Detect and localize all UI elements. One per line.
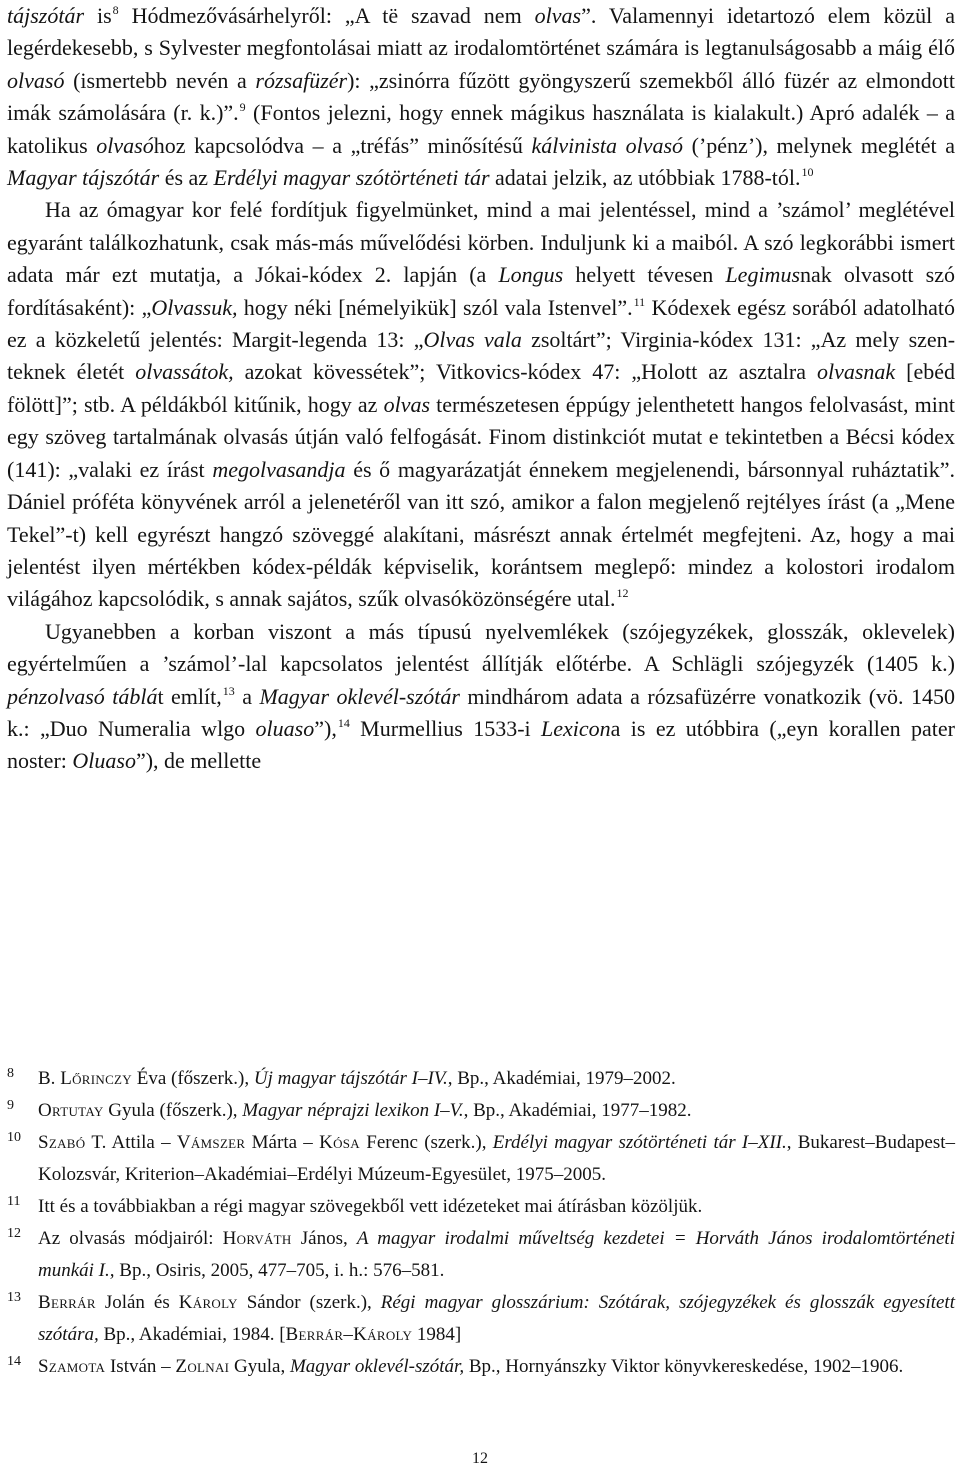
italic-term: pénzolvasó táblá: [7, 683, 158, 709]
author-name: Ortutay: [38, 1100, 104, 1121]
footnote-number: 8: [7, 1066, 14, 1081]
footnote-number: 13: [7, 1290, 21, 1305]
text-run: a: [234, 683, 260, 709]
footnote-number: 14: [7, 1354, 21, 1369]
text-run: Murmellius 1533-i: [349, 715, 542, 741]
footnote-11: [7, 1191, 955, 1223]
text-run: is: [84, 3, 112, 28]
text-run: , Bukarest–Budapest–Kolozsvár, Kriterion–Akadémiai–Erdélyi Múzeum-Egyesület, 1975–2005.: [38, 1132, 955, 1185]
text-run: zsoltárt”; Virginia-kódex 131: „Az mely szenteknek életét: [7, 327, 956, 385]
italic-term: Olvas vala: [423, 327, 522, 353]
italic-title: Magyar oklevél-szótár,: [289, 1356, 465, 1377]
text-run: ”. Valamennyi idetartozó elem közül a legérdekesebb, s Sylvester megfontolásai miatt az irodalomtörténet számára is legtanulságosabb a máig élő: [7, 3, 955, 61]
text-run: Kódexek egész sorából adatolható ez a közkeletű jelentés: Margit-legenda 13: „: [7, 294, 955, 353]
text-run: Gyula,: [229, 1356, 290, 1377]
italic-title: Régi magyar glosszárium: Szótárak, szójegyzékek és glosszák egyesített szótára,: [38, 1292, 955, 1345]
text-run: (’pénz’), melynek meglétét a: [683, 132, 955, 158]
text-run: B.: [38, 1068, 61, 1089]
paragraph-3: [7, 616, 955, 778]
text-run: Jolán és: [95, 1292, 179, 1313]
italic-title: Magyar oklevél-szótár: [259, 683, 460, 709]
text-run: Gyula (főszerk.),: [103, 1100, 243, 1121]
italic-title: Erdélyi magyar szótörténeti tár I–XII.: [492, 1132, 787, 1153]
footnote-ref-8[interactable]: 8: [112, 3, 119, 17]
text-run: t említ,: [157, 683, 222, 709]
footnote-ref-11[interactable]: 11: [633, 294, 646, 309]
text-run: a is ez utóbbira („eyn korallen pater noster:: [7, 715, 956, 774]
author-name: Zolnai: [175, 1356, 230, 1377]
author-name: Kósa: [319, 1132, 360, 1153]
text-run: 1984]: [412, 1324, 462, 1345]
italic-term: olvasnak: [816, 359, 896, 385]
text-run: ”),: [314, 715, 337, 741]
paragraph-2: [7, 194, 955, 615]
author-name: Károly: [178, 1292, 238, 1313]
text-run: helyett tévesen: [563, 262, 726, 288]
text-run: Márta –: [245, 1132, 320, 1153]
footnote-8: [7, 1063, 955, 1095]
text-run: és ő magyarázatját énnekem megjelenendi, bársonnyal ruháztatik”. Dániel próféta könyvének arról a jelenetéről van itt szó, amikor a falon megjelenő rejtélyes írást (a „Mene Tekel”-t) kell egyrészt hangzó szöveggé alakítani, másrészt annak értelmét megfejteni. Az, hogy a mai jelentést ilyen mértékben kódex-példák képviselik, korántsem meglepő: mindez a kolostori irodalom világához kapcsolódik, s annak sajátos, szűk olvasóközönségére utal.: [7, 456, 955, 612]
footnote-12: [7, 1223, 955, 1287]
italic-term: olvas: [534, 3, 582, 28]
footnote-10: [7, 1127, 955, 1191]
italic-term: Oluaso: [72, 748, 136, 774]
page-number: 12: [472, 1450, 488, 1467]
text-run: Az olvasás módjairól:: [38, 1228, 223, 1249]
main-text: [7, 0, 955, 778]
text-run: Hódmezővásárhelyről: „A të szavad nem: [118, 3, 535, 28]
text-run: és az: [159, 165, 214, 191]
text-run: hogy néki [némelyikük] szól vala Istenvel”.: [237, 294, 633, 320]
text-run: nak olvasott szó fordításaként): „: [7, 262, 955, 320]
italic-term: Lexicon: [541, 715, 611, 741]
footnote-number: 9: [7, 1098, 14, 1113]
footnote-ref-14[interactable]: 14: [337, 715, 350, 730]
text-run: azokat kövessétek”; Vitkovics-kódex 47: „Holott az asztalra: [233, 359, 817, 385]
footnote-number: 11: [7, 1194, 21, 1209]
italic-term: olvas: [383, 391, 431, 417]
text-run: Bp., Akadémiai, 1984. [: [98, 1324, 286, 1345]
text-run: Bp., Osiris, 2005, 477–705, i. h.: 576–581.: [114, 1260, 445, 1281]
footnotes: [7, 1063, 955, 1383]
italic-title: Új magyar tájszótár I–IV.: [253, 1068, 448, 1089]
text-run: János,: [291, 1228, 357, 1249]
italic-title: Magyar tájszótár: [7, 165, 160, 191]
footnote-13: [7, 1287, 955, 1351]
footnote-ref-9[interactable]: 9: [239, 100, 246, 115]
text-run: Éva (főszerk.),: [131, 1068, 254, 1089]
author-name: Vámszer: [176, 1132, 246, 1153]
text-run: [ebéd fölött]”; stb. A példákból kitűnik, hogy az: [7, 359, 956, 417]
italic-term: Olvassuk,: [151, 294, 238, 320]
italic-term: megolvasandja: [212, 456, 346, 482]
footnote-number: 10: [7, 1130, 21, 1145]
text-run: természetesen éppúgy jelenthetett hangos felolvasást, mint egy szöveg tartalmának olvasás útján való felfogását. Finom distinkciót mutat e tekintetben a Bécsi kódex (141): „valaki ez írást: [7, 391, 955, 482]
text-run: Ha az ómagyar kor felé fordítjuk figyelmünket, mind a mai jelentéssel, mind a ’számol’ meglétével egyaránt találkozhatunk, csak más-más művelődési körben. Induljunk ki a maiból. A szó legkorábbi ismert adata már ezt mutatja, a Jókai-kódex 2. lapján (a: [7, 197, 955, 288]
text-run: Ugyanebben a korban viszont a más típusú nyelvemlékek (szójegyzékek, glosszák, oklevelek) egyértelműen a ’számol’-lal kapcsolatos jelentést állítják előtérbe. A Schlägli szójegyzék (1405 k.): [7, 618, 955, 677]
text-run: (Fontos jelezni, hogy ennek mágikus használata is kialakult.) Apró adalék – a katolikus: [7, 100, 955, 158]
text-run: , Bp., Akadémiai, 1979–2002.: [447, 1068, 676, 1089]
author-name: Szabó: [38, 1132, 86, 1153]
text-run: hoz kapcsolódva – a „tréfás” minősítésű: [153, 132, 532, 158]
italic-title: Erdélyi magyar szótörténeti tár: [213, 165, 490, 191]
footnote-ref-13[interactable]: 13: [222, 683, 235, 698]
italic-title: A magyar irodalmi műveltség kezdetei = Horváth János irodalomtörténeti munkái I.,: [38, 1228, 955, 1281]
italic-term: olvassátok,: [135, 359, 234, 385]
author-name: Horváth: [222, 1228, 292, 1249]
text-run: István –: [105, 1356, 176, 1377]
text-run: Ferenc (szerk.),: [360, 1132, 493, 1153]
italic-term: tájszótár: [7, 3, 85, 28]
author-name: Lőrinczy: [60, 1068, 132, 1089]
italic-term: Longus: [498, 262, 564, 288]
text-run: Itt és a továbbiakban a régi magyar szövegekből vett idézeteket mai átírásban közöljük.: [38, 1196, 703, 1217]
footnote-ref-12[interactable]: 12: [616, 586, 629, 601]
italic-title: Magyar néprajzi lexikon I–V.: [242, 1100, 464, 1121]
text-run: T. Attila –: [85, 1132, 177, 1153]
paragraph-1: [7, 0, 955, 194]
italic-term: olvasó: [7, 67, 65, 93]
author-name: Berrár–Károly: [285, 1324, 413, 1345]
text-run: Sándor (szerk.),: [237, 1292, 381, 1313]
text-run: ): „zsinórra fűzött gyöngyszerű szemekből álló füzér az elmondott imák számolására (r. k.)”.: [7, 67, 955, 126]
text-run: Bp., Hornyánszky Viktor könyvkereskedése, 1902–1906.: [464, 1356, 904, 1377]
text-run: adatai jelzik, az utóbbiak 1788-tól.: [489, 165, 801, 191]
text-run: , Bp., Akadémiai, 1977–1982.: [463, 1100, 692, 1121]
text-run: (ismertebb nevén a: [64, 67, 256, 93]
author-name: Berrár: [38, 1292, 96, 1313]
italic-term: rózsafüzér: [255, 67, 348, 93]
footnote-ref-10[interactable]: 10: [801, 165, 814, 180]
footnote-9: [7, 1095, 955, 1127]
text-run: ”), de mellette: [135, 748, 262, 774]
italic-term: olvasó: [96, 132, 154, 158]
italic-term: Legimus: [725, 262, 800, 288]
italic-term: oluaso: [255, 715, 315, 741]
italic-term: kálvinista olvasó: [531, 132, 684, 158]
footnote-number: 12: [7, 1226, 21, 1241]
footnote-14: [7, 1351, 955, 1383]
text-run: mindhárom adata a rózsafüzérre vonatkozik (vö. 1450 k.: „Duo Numeralia wlgo: [7, 683, 956, 741]
author-name: Szamota: [38, 1356, 106, 1377]
